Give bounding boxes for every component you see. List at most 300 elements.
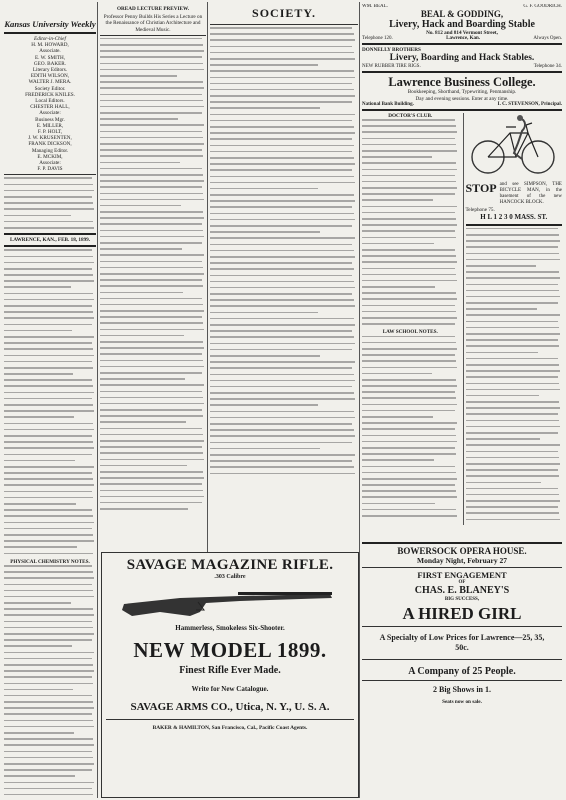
text-line <box>210 268 354 270</box>
text-line <box>210 355 320 357</box>
text-line <box>100 421 186 423</box>
text-line <box>100 329 204 331</box>
text-line <box>4 546 77 548</box>
text-line <box>210 473 355 475</box>
text-line <box>466 451 559 453</box>
text-line <box>100 267 203 269</box>
text-line <box>466 426 561 428</box>
text-line <box>4 348 93 350</box>
text-line <box>362 435 456 437</box>
text-line <box>466 314 561 316</box>
divider <box>362 567 562 568</box>
text-line <box>4 627 93 629</box>
text-line <box>362 410 455 412</box>
text-line <box>100 38 202 40</box>
text-line <box>466 234 560 236</box>
text-line <box>466 395 539 397</box>
text-line <box>4 565 92 567</box>
text-line <box>362 181 456 183</box>
opera-company: CHAS. E. BLANEY'S <box>414 585 510 596</box>
savage-finest: Finest Rifle Ever Made. <box>179 665 281 676</box>
college-sub2: Day and evening sessions. Enter at any time. <box>415 95 509 102</box>
opera-date: Monday Night, February 27 <box>417 556 507 565</box>
text-line <box>362 416 433 418</box>
text-line <box>100 199 204 201</box>
article-text <box>362 119 459 325</box>
divider <box>362 680 562 681</box>
staff-entry: Managing Editor. <box>31 147 69 154</box>
text-line <box>4 215 71 217</box>
text-line <box>362 342 456 344</box>
text-line <box>4 336 94 338</box>
text-line <box>4 361 92 363</box>
text-line <box>362 391 455 393</box>
text-line <box>362 292 456 294</box>
text-line <box>100 44 203 46</box>
text-line <box>210 188 318 190</box>
text-line <box>210 343 355 345</box>
text-line <box>210 206 352 208</box>
text-line <box>210 27 352 29</box>
text-line <box>362 348 457 350</box>
beal-heading: BEAL & GODDING, <box>420 9 504 19</box>
text-line <box>210 52 354 54</box>
text-line <box>210 454 355 456</box>
text-line <box>362 360 456 362</box>
article-text <box>466 228 563 520</box>
staff-entry: F. P. DAVIS <box>37 166 63 173</box>
text-line <box>362 397 456 399</box>
text-line <box>210 219 355 221</box>
text-line <box>4 311 93 313</box>
text-line <box>4 293 93 295</box>
text-line <box>210 380 355 382</box>
divider <box>4 174 96 175</box>
text-line <box>466 339 559 341</box>
text-line <box>210 107 320 109</box>
text-line <box>210 58 355 60</box>
staff-entry: GEO. BAKER. <box>33 60 67 67</box>
text-line <box>362 459 434 461</box>
text-line <box>466 364 560 366</box>
text-line <box>362 441 457 443</box>
text-line <box>100 465 187 467</box>
text-line <box>4 423 93 425</box>
opera-hits: 2 Big Shows in 1. <box>432 685 492 694</box>
text-line <box>466 420 560 422</box>
text-line <box>362 447 455 449</box>
article-title: OREAD LECTURE PREVIEW. <box>116 6 189 12</box>
text-line <box>4 788 92 790</box>
text-line <box>466 506 559 508</box>
opera-specialty: A Specialty of Low Prices for Lawrence—25, 35, 50c. <box>379 633 545 652</box>
text-line <box>466 482 541 484</box>
stop-word: STOP <box>465 180 497 195</box>
text-line <box>100 452 203 454</box>
stable2-title: Livery, Boarding and Hack Stables. <box>389 53 535 64</box>
text-line <box>466 246 559 248</box>
text-line <box>100 335 184 337</box>
text-line <box>4 757 93 759</box>
text-line <box>362 305 455 307</box>
text-line <box>466 296 561 298</box>
text-line <box>100 162 180 164</box>
text-line <box>466 457 560 459</box>
text-line <box>362 175 455 177</box>
text-line <box>210 293 352 295</box>
text-line <box>362 261 457 263</box>
text-line <box>362 484 455 486</box>
text-line <box>100 254 204 256</box>
text-line <box>100 310 204 312</box>
text-line <box>100 174 203 176</box>
text-line <box>4 701 93 703</box>
text-line <box>210 466 354 468</box>
text-line <box>210 411 354 413</box>
text-line <box>4 305 92 307</box>
text-line <box>362 354 455 356</box>
staff-entry: CHESTER HALL, <box>30 104 70 111</box>
text-line <box>100 236 204 238</box>
text-line <box>210 417 355 419</box>
text-line <box>4 553 93 555</box>
text-line <box>466 259 561 261</box>
text-line <box>4 177 92 179</box>
text-line <box>100 155 203 157</box>
text-line <box>210 287 355 289</box>
text-line <box>100 397 203 399</box>
article-text <box>210 367 358 474</box>
text-line <box>210 70 354 72</box>
text-line <box>210 398 355 400</box>
text-line <box>210 95 355 97</box>
text-line <box>210 392 354 394</box>
divider <box>362 109 562 111</box>
staff-entry: Literary Editors. <box>32 67 68 74</box>
divider <box>106 719 354 720</box>
text-line <box>210 163 355 165</box>
text-line <box>210 324 355 326</box>
text-line <box>100 230 203 232</box>
text-line <box>362 286 435 288</box>
text-line <box>4 522 94 524</box>
text-line <box>362 373 432 375</box>
staff-entry: FREDERICK KNILES. <box>25 91 75 98</box>
text-line <box>100 118 178 120</box>
text-line <box>100 428 202 430</box>
stable2-tel: Telephone 34. <box>533 64 562 70</box>
text-line <box>4 441 93 443</box>
text-line <box>362 212 455 214</box>
text-line <box>4 184 93 186</box>
text-line <box>210 33 354 35</box>
text-line <box>4 596 94 598</box>
text-line <box>4 515 93 517</box>
text-line <box>4 221 93 223</box>
text-line <box>4 202 93 204</box>
text-line <box>362 237 456 239</box>
text-line <box>210 225 352 227</box>
text-line <box>4 256 93 258</box>
text-line <box>466 413 559 415</box>
text-line <box>210 231 320 233</box>
text-line <box>100 137 203 139</box>
text-line <box>466 383 560 385</box>
text-line <box>100 490 203 492</box>
text-line <box>100 384 204 386</box>
text-line <box>210 374 354 376</box>
text-line <box>210 237 355 239</box>
text-line <box>362 323 455 325</box>
opera-play: A HIRED GIRL <box>402 604 522 623</box>
stop-ad <box>466 182 563 207</box>
text-line <box>362 422 457 424</box>
opera-of: OF <box>458 580 466 585</box>
text-line <box>362 268 455 270</box>
staff-entry: Local Editors. <box>35 98 65 105</box>
opera-company-size: A Company of 25 People. <box>408 666 516 677</box>
staff-title: Editor-in-Chief <box>34 36 66 42</box>
divider <box>466 224 563 226</box>
divider <box>362 659 562 660</box>
staff-entry: Associate. <box>39 48 61 55</box>
text-line <box>210 244 352 246</box>
text-line <box>4 324 92 326</box>
divider <box>362 71 562 73</box>
text-line <box>210 442 352 444</box>
livery-always: Always Open. <box>533 36 562 42</box>
text-line <box>362 206 457 208</box>
text-line <box>466 376 559 378</box>
text-line <box>4 404 93 406</box>
text-line <box>4 584 92 586</box>
text-line <box>210 182 355 184</box>
text-line <box>100 248 182 250</box>
text-line <box>100 322 203 324</box>
text-line <box>362 243 434 245</box>
text-line <box>4 466 94 468</box>
text-line <box>100 496 204 498</box>
text-line <box>466 228 559 230</box>
text-line <box>466 401 560 403</box>
text-line <box>100 100 203 102</box>
text-line <box>362 199 433 201</box>
text-line <box>362 230 455 232</box>
livery-address: No. 812 and 814 Vermont Street, <box>426 30 498 36</box>
text-line <box>362 169 457 171</box>
text-line <box>100 366 204 368</box>
text-line <box>100 341 203 343</box>
text-line <box>466 253 560 255</box>
text-line <box>210 299 354 301</box>
staff-entry: WALTER J. MERA. <box>28 79 72 86</box>
college-footer <box>362 102 562 107</box>
text-line <box>100 403 204 405</box>
text-line <box>100 106 204 108</box>
text-line <box>100 131 202 133</box>
staff-entry: EDITH WILSON, <box>30 73 70 80</box>
text-line <box>4 196 92 198</box>
stop-text: and see SIMPSON, THE BICYCLE MAN, in the basement of the new HANCOCK BLOCK. <box>499 181 562 206</box>
text-line <box>4 478 93 480</box>
text-line <box>4 447 94 449</box>
text-line <box>4 590 93 592</box>
text-line <box>210 262 352 264</box>
text-line <box>4 385 93 387</box>
text-line <box>362 138 455 140</box>
text-line <box>4 280 94 282</box>
text-line <box>210 429 354 431</box>
text-line <box>210 101 352 103</box>
text-line <box>362 466 455 468</box>
text-line <box>4 472 92 474</box>
text-line <box>4 732 74 734</box>
article-text <box>362 336 459 517</box>
staff-entry: Society Editor. <box>34 85 66 92</box>
text-line <box>466 519 561 521</box>
text-line <box>210 435 355 437</box>
subcolumn-right <box>463 113 563 525</box>
text-line <box>210 194 354 196</box>
text-line <box>4 670 94 672</box>
text-line <box>4 633 94 635</box>
text-line <box>210 349 352 351</box>
section-heading: DOCTOR'S CLUB. <box>388 112 433 119</box>
text-line <box>210 138 352 140</box>
masthead-title: Kansas University Weekly <box>4 19 96 29</box>
text-line <box>362 317 457 319</box>
text-line <box>4 534 93 536</box>
savage-caliber: .303 Calibre <box>214 574 246 580</box>
text-line <box>210 250 354 252</box>
staff-entry: FRANK DICKSON, <box>28 141 72 148</box>
text-line <box>4 274 93 276</box>
text-line <box>4 509 92 511</box>
text-line <box>362 428 455 430</box>
text-line <box>100 459 204 461</box>
text-line <box>100 56 202 58</box>
text-line <box>100 87 204 89</box>
text-line <box>4 299 94 301</box>
text-line <box>100 471 203 473</box>
text-line <box>4 367 93 369</box>
text-line <box>210 77 355 79</box>
stop-bottom: H L 1 2 3 0 MASS. ST. <box>480 212 548 221</box>
text-line <box>4 744 94 746</box>
article-text <box>4 565 96 796</box>
staff-entry: E. MILLER, <box>36 122 64 129</box>
college-title: Lawrence Business College. <box>388 75 536 90</box>
text-line <box>210 157 354 159</box>
text-line <box>466 265 536 267</box>
text-line <box>4 373 73 375</box>
text-line <box>4 577 94 579</box>
text-line <box>4 751 92 753</box>
text-line <box>466 494 560 496</box>
text-line <box>210 114 355 116</box>
text-line <box>4 769 92 771</box>
divider <box>362 626 562 627</box>
staff-entry: Associate: <box>39 110 61 117</box>
text-line <box>4 540 94 542</box>
text-line <box>100 273 204 275</box>
text-line <box>362 218 456 220</box>
text-line <box>362 150 457 152</box>
text-line <box>466 463 561 465</box>
text-line <box>4 782 94 784</box>
text-line <box>362 379 456 381</box>
text-line <box>4 602 71 604</box>
section-heading: LAW SCHOOL NOTES. <box>382 329 438 336</box>
text-line <box>4 664 93 666</box>
opera-house-ad <box>362 540 562 796</box>
opera-title: BOWERSOCK OPERA HOUSE. <box>397 546 527 556</box>
text-line <box>210 423 352 425</box>
text-line <box>362 193 455 195</box>
savage-rifle-ad <box>101 552 359 798</box>
column-rule <box>97 2 98 798</box>
text-line <box>210 281 354 283</box>
text-line <box>100 415 203 417</box>
stable2-contact <box>362 64 562 69</box>
text-line <box>4 658 92 660</box>
text-line <box>210 132 355 134</box>
text-line <box>100 63 203 65</box>
text-line <box>4 608 93 610</box>
text-line <box>4 330 72 332</box>
text-line <box>4 484 94 486</box>
text-line <box>210 39 355 41</box>
college-principal: I. C. STEVENSON, Principal. <box>497 101 562 107</box>
text-line <box>4 392 94 394</box>
text-line <box>4 398 92 400</box>
text-line <box>210 89 354 91</box>
text-line <box>4 249 92 251</box>
text-line <box>466 475 560 477</box>
savage-model: NEW MODEL 1899. <box>133 638 327 662</box>
text-line <box>362 503 435 505</box>
text-line <box>4 720 93 722</box>
text-line <box>210 404 318 406</box>
text-line <box>362 274 456 276</box>
text-line <box>100 186 202 188</box>
text-line <box>4 676 92 678</box>
text-line <box>362 249 455 251</box>
savage-title: SAVAGE MAGAZINE RIFLE. <box>126 557 334 573</box>
text-line <box>4 460 75 462</box>
staff-entry: E. W. SMITH, <box>34 54 66 61</box>
text-line <box>466 370 561 372</box>
text-line <box>210 318 354 320</box>
opera-success: BIG SUCCESS, <box>444 597 480 602</box>
text-line <box>100 440 204 442</box>
text-line <box>100 112 202 114</box>
divider <box>4 32 96 34</box>
text-line <box>362 144 456 146</box>
text-line <box>100 69 204 71</box>
text-line <box>466 500 561 502</box>
text-line <box>100 316 202 318</box>
text-line <box>4 726 94 728</box>
text-line <box>466 308 537 310</box>
text-line <box>210 448 320 450</box>
text-line <box>210 169 352 171</box>
text-line <box>210 312 318 314</box>
text-line <box>4 738 93 740</box>
column-rule <box>359 2 360 798</box>
text-line <box>362 224 457 226</box>
article-subtitle: Professor Penny Builds His Series a Lecture on the Renaissance of Christian Architecture and Medieval Music. <box>103 14 203 33</box>
